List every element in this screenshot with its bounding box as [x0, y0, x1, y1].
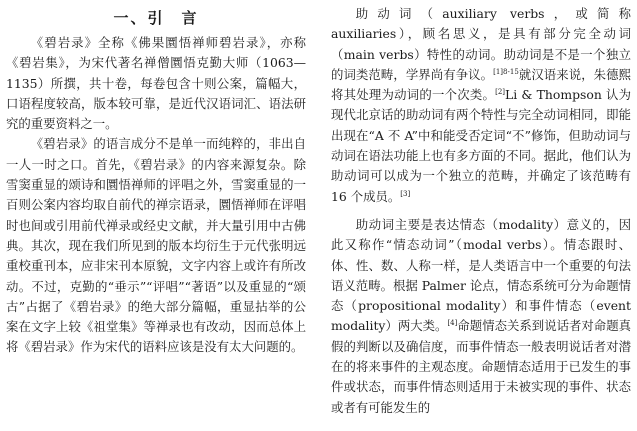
paragraph-modality: [331, 215, 631, 418]
paragraph-auxiliary-verbs: [331, 4, 631, 207]
text-span: 命题情态关系到说话者对命题真假的判断以及确信度，而事件情态一般表明说话者对潜在的将来事件的主观态度。命题情态适用于已发生的事件或状态，而事件情态则适用于未被实现的事件、状态或者有可能发生的: [331, 318, 631, 415]
citation: [3]: [400, 189, 411, 198]
right-column: [331, 0, 631, 418]
left-column: [6, 0, 306, 358]
paragraph-1: 《碧岩录》全称《佛果圜悟禅师碧岩录》，亦称《碧岩集》，为宋代著名禅僧圜悟克勤大师（1063—1135）所撰，共十卷，每卷包含十则公案，篇幅大，口语程度较高，版本较可靠，是近代汉语词汇、语法研究的重要资料之一。: [6, 35, 306, 132]
text-span: Li & Thompson 认为现代北京话的助动词有两个特性与完全动词相同，即能出现在“A 不 A”中和能受否定词“不”修饰，但助动词与动词在语法功能上也有多方面的不同。据此，他们认为助动词可以成为一个独立的范畴，并确定了该范畴有 16 个成员。: [331, 87, 631, 204]
citation: [2]: [495, 88, 506, 97]
citation: [1]8-15: [493, 67, 519, 76]
text-span: 助动词（auxiliary verbs，或简称 auxiliaries），顾名思义，是具有部分完全动词（main verbs）特性的动词。助动词是不是一个独立的词类范畴，学界尚有争议。: [331, 6, 631, 82]
paragraph-2: 《碧岩录》的语言成分不是单一而纯粹的，非出自一人一时之口。首先，《碧岩录》的内容来源复杂。除雪窦重显的颂诗和圜悟禅师的评唱之外，雪窦重显的一百则公案内容均取自前代的禅宗语录，圜悟禅师在评唱时也间或引用前代禅录或经史文献，并大量引用中古佛典。其次，现在我们所见到的版本均衍生于元代张明远重校重刊本，应非宋刊本原貌，文字内容上或许有所改动。不过，克勤的“垂示”“评唱”“著语”以及重显的“颂古”占据了《碧岩录》的绝大部分篇幅，重显拈举的公案在文字上较《祖堂集》等禅录也有改动，因而总体上将《碧岩录》作为宋代的语料应该是没有太大问题的。: [6, 136, 306, 355]
section-heading: 一、引 言: [113, 9, 199, 27]
text-span: 助动词主要是表达情态（modality）意义的，因此又称作“情态动词”（modal verbs）。情态跟时、体、性、数、人称一样，是人类语言中一个重要的句法语义范畴。根据 Palmer 论点，情态系统可分为命题情态（propositional modality）和事件情态（event modality）两大类。: [331, 216, 631, 334]
citation: [4]: [447, 319, 458, 328]
paragraph-gap: [331, 207, 631, 215]
text-span: 就汉语来说，朱德熙将其处理为动词的一个次类。: [331, 66, 632, 103]
